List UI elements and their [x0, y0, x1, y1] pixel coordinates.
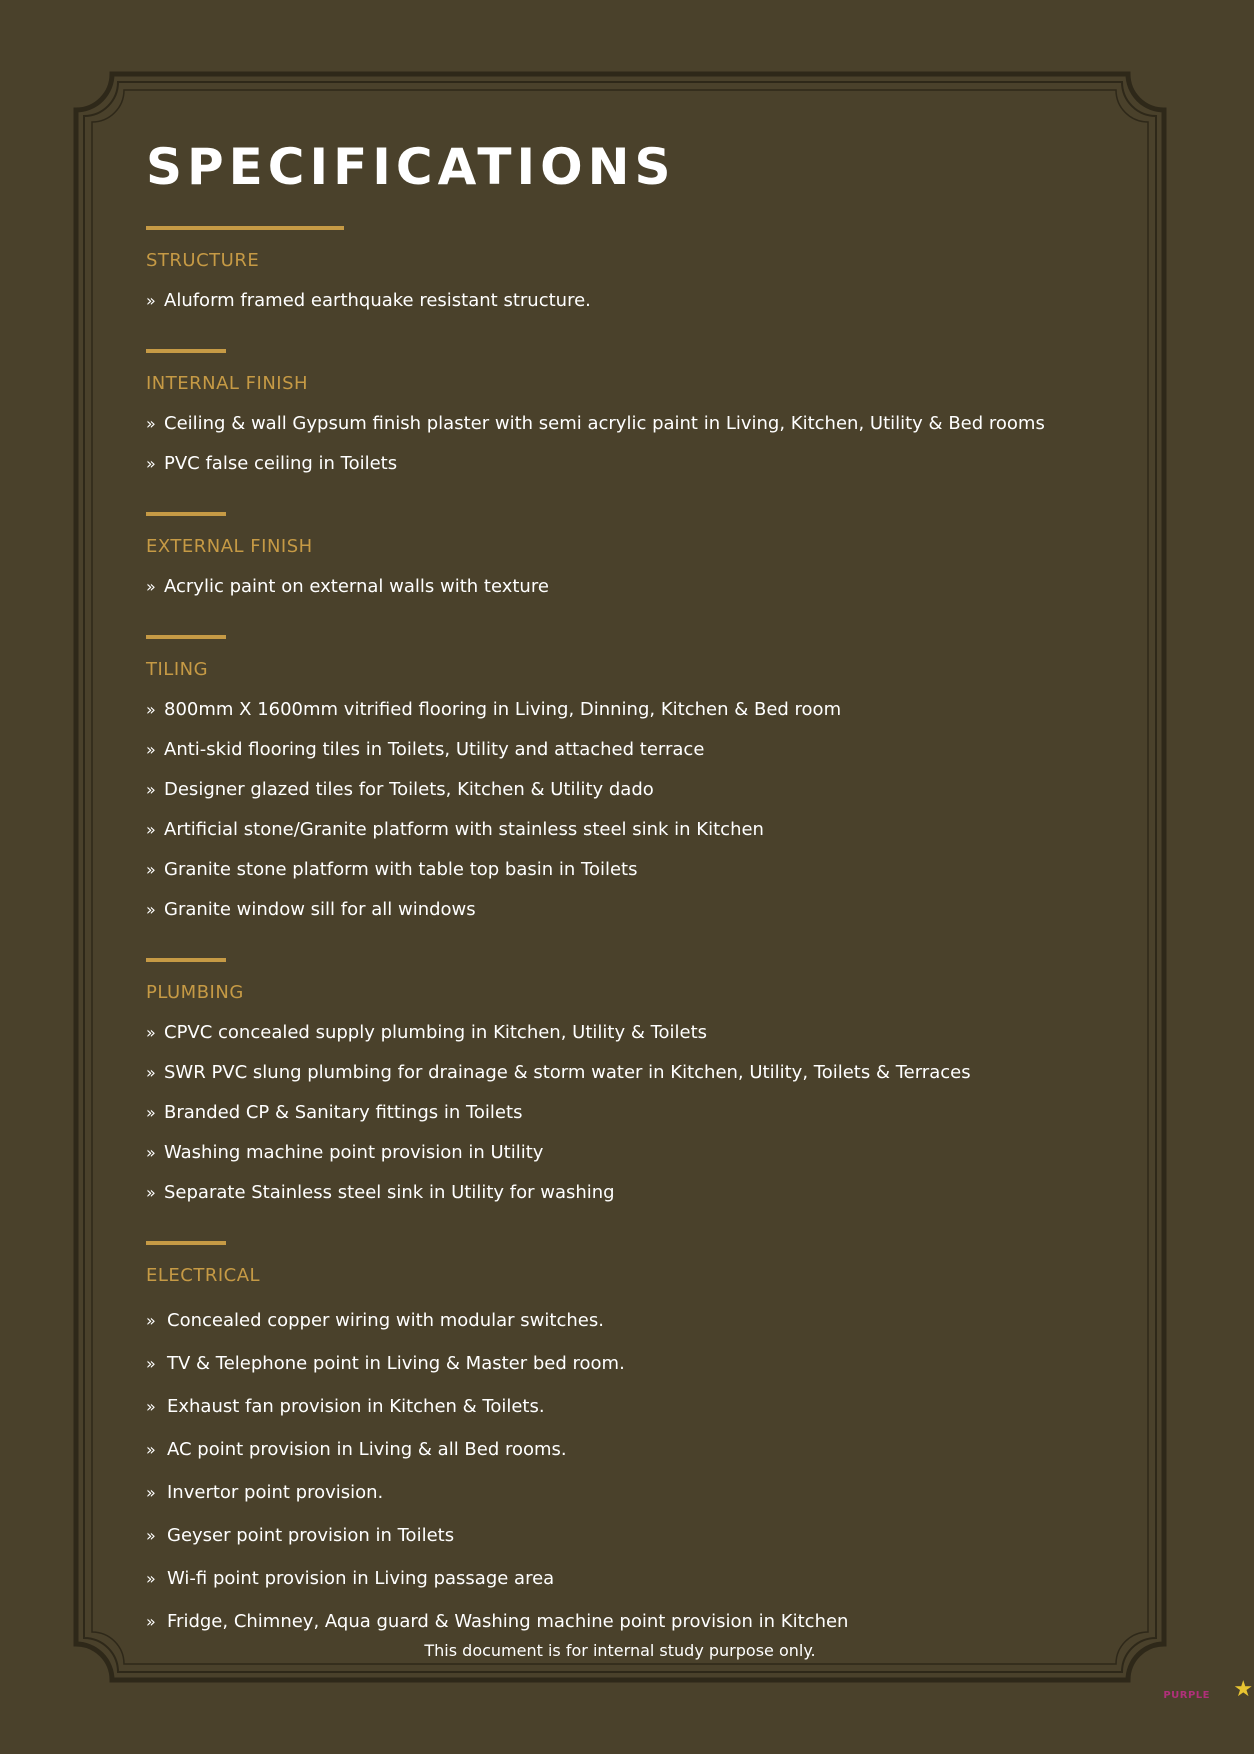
spec-item: [146, 575, 1096, 599]
spec-item-text: Branded CP & Sanitary fittings in Toilets: [164, 1102, 523, 1123]
spec-item: [146, 1567, 1096, 1591]
spec-item: [146, 452, 1096, 476]
section-heading: STRUCTURE: [146, 250, 260, 271]
section-heading: ELECTRICAL: [146, 1265, 261, 1286]
spec-items-list: [146, 575, 1096, 599]
spec-item-text: Wi-fi point provision in Living passage area: [167, 1568, 555, 1589]
bullet-icon: »: [146, 740, 156, 759]
spec-item-text: Granite stone platform with table top basin in Toilets: [164, 859, 638, 880]
section-divider: [146, 512, 226, 516]
spec-item: [146, 1524, 1096, 1548]
spec-item-text: AC point provision in Living & all Bed rooms.: [167, 1439, 567, 1460]
star-icon: ★: [1233, 1677, 1254, 1702]
spec-item-text: Aluform framed earthquake resistant structure.: [164, 290, 591, 311]
bullet-icon: »: [146, 1103, 156, 1122]
section-heading: TILING: [146, 659, 209, 680]
spec-item: [146, 1309, 1096, 1333]
bullet-icon: »: [146, 1397, 156, 1416]
spec-section: [146, 512, 1096, 599]
bullet-icon: »: [146, 577, 156, 596]
bullet-icon: »: [146, 1354, 156, 1373]
bullet-icon: »: [146, 1023, 156, 1042]
spec-items-list: [146, 289, 1096, 313]
spec-item-text: Geyser point provision in Toilets: [167, 1525, 455, 1546]
section-heading: PLUMBING: [146, 982, 244, 1003]
spec-item: [146, 1141, 1096, 1165]
spec-item-text: Artificial stone/Granite platform with stainless steel sink in Kitchen: [164, 819, 764, 840]
bullet-icon: »: [146, 1311, 156, 1330]
footer-disclaimer: This document is for internal study purpose only.: [424, 1641, 816, 1660]
spec-item-text: Granite window sill for all windows: [164, 899, 476, 920]
spec-section: [146, 635, 1096, 922]
spec-item-text: Anti-skid flooring tiles in Toilets, Utility and attached terrace: [164, 739, 705, 760]
spec-item: [146, 858, 1096, 882]
spec-item: [146, 1061, 1096, 1085]
spec-item: [146, 1352, 1096, 1376]
bullet-icon: »: [146, 454, 156, 473]
spec-item-text: SWR PVC slung plumbing for drainage & storm water in Kitchen, Utility, Toilets & Terraces: [164, 1062, 971, 1083]
spec-item-text: Ceiling & wall Gypsum finish plaster with semi acrylic paint in Living, Kitchen, Utility & Bed rooms: [164, 413, 1045, 434]
section-divider: [146, 1241, 226, 1245]
bullet-icon: »: [146, 414, 156, 433]
bullet-icon: »: [146, 291, 156, 310]
spec-section: [146, 958, 1096, 1205]
spec-items-list: [146, 412, 1096, 476]
spec-item-text: PVC false ceiling in Toilets: [164, 453, 398, 474]
bullet-icon: »: [146, 900, 156, 919]
sections-list: [146, 249, 1096, 1634]
spec-item: [146, 818, 1096, 842]
spec-item: [146, 1181, 1096, 1205]
section-heading: INTERNAL FINISH: [146, 373, 309, 394]
bullet-icon: »: [146, 1612, 156, 1631]
spec-items-list: [146, 1021, 1096, 1205]
bullet-icon: »: [146, 1483, 156, 1502]
section-heading: EXTERNAL FINISH: [146, 536, 313, 557]
spec-item-text: 800mm X 1600mm vitrified flooring in Living, Dinning, Kitchen & Bed room: [164, 699, 842, 720]
spec-item-text: Exhaust fan provision in Kitchen & Toilets.: [167, 1396, 545, 1417]
spec-section: [146, 1241, 1096, 1634]
bullet-icon: »: [146, 1063, 156, 1082]
brand-logo: [1163, 1677, 1254, 1702]
section-divider: [146, 349, 226, 353]
spec-item: [146, 1481, 1096, 1505]
bullet-icon: »: [146, 1569, 156, 1588]
spec-item: [146, 1101, 1096, 1125]
spec-item: [146, 698, 1096, 722]
bullet-icon: »: [146, 1183, 156, 1202]
page-title: SPECIFICATIONS: [146, 138, 676, 196]
spec-section: [146, 349, 1096, 476]
spec-item: [146, 1021, 1096, 1045]
bullet-icon: »: [146, 780, 156, 799]
spec-item-text: CPVC concealed supply plumbing in Kitchen, Utility & Toilets: [164, 1022, 708, 1043]
spec-item: [146, 778, 1096, 802]
spec-item: [146, 1610, 1096, 1634]
spec-section: [146, 249, 1096, 313]
title-underline: [146, 226, 344, 230]
spec-items-list: [146, 698, 1096, 922]
spec-item-text: Fridge, Chimney, Aqua guard & Washing machine point provision in Kitchen: [167, 1611, 849, 1632]
spec-item: [146, 898, 1096, 922]
spec-item-text: Washing machine point provision in Utility: [164, 1142, 544, 1163]
bullet-icon: »: [146, 1143, 156, 1162]
spec-item-text: Designer glazed tiles for Toilets, Kitchen & Utility dado: [164, 779, 654, 800]
bullet-icon: »: [146, 1526, 156, 1545]
specifications-content: [146, 135, 1096, 1634]
bullet-icon: »: [146, 1440, 156, 1459]
section-divider: [146, 635, 226, 639]
spec-items-list: [146, 1309, 1096, 1634]
spec-item: [146, 412, 1096, 436]
spec-item-text: Separate Stainless steel sink in Utility for washing: [164, 1182, 615, 1203]
spec-item-text: Acrylic paint on external walls with texture: [164, 576, 549, 597]
spec-item: [146, 738, 1096, 762]
bullet-icon: »: [146, 820, 156, 839]
spec-item: [146, 1438, 1096, 1462]
bullet-icon: »: [146, 700, 156, 719]
spec-item: [146, 1395, 1096, 1419]
section-divider: [146, 958, 226, 962]
spec-item-text: Invertor point provision.: [167, 1482, 384, 1503]
spec-item-text: Concealed copper wiring with modular switches.: [167, 1310, 604, 1331]
brand-logo-text: PURPLE: [1163, 1690, 1210, 1701]
spec-item: [146, 289, 1096, 313]
bullet-icon: »: [146, 860, 156, 879]
spec-item-text: TV & Telephone point in Living & Master bed room.: [167, 1353, 625, 1374]
